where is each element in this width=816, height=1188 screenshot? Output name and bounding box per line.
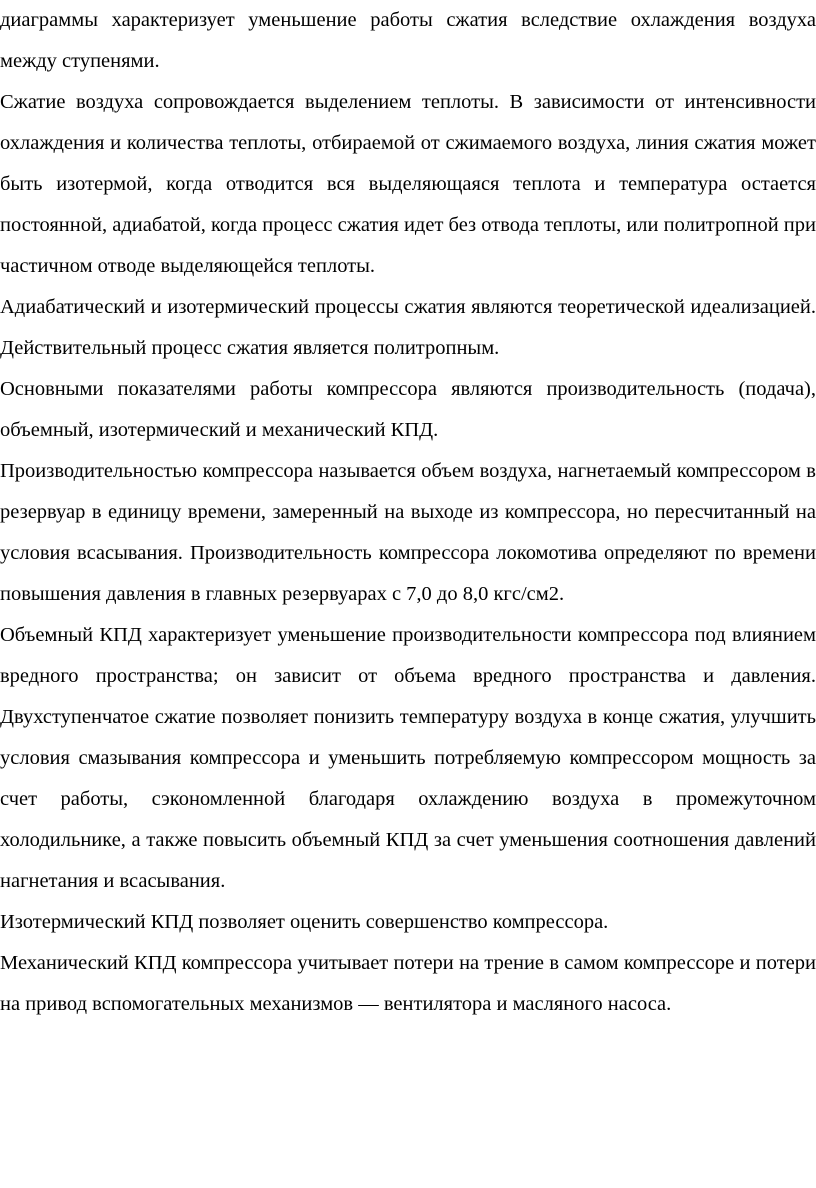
paragraph-performance-indicators: Основными показателями работы компрессора являются производительность (подача), объемный, изотермический и механический КПД. [0,378,816,441]
paragraph-isothermal-efficiency: Изотермический КПД позволяет оценить совершенство компрессора. [0,911,609,933]
paragraph-capacity: Производительностью компрессора называется объем воздуха, нагнетаемый компрессором в резервуар в единицу времени, замеренный на выходе из компрессора, но пересчитанный на условия всасывания. Производительность компрессора локомотива определяют по времени повышения давления в главных резервуарах с 7,0 до 8,0 кгс/см2. [0,460,816,605]
paragraph-continuation: диаграммы характеризует уменьшение работы сжатия вследствие охлаждения воздуха между ступенями. [0,9,816,72]
paragraph-idealization: Адиабатический и изотермический процессы сжатия являются теоретической идеализацией. Действительный процесс сжатия является политропным. [0,296,816,359]
paragraph-heat-release: Сжатие воздуха сопровождается выделением теплоты. В зависимости от интенсивности охлаждения и количества теплоты, отбираемой от сжимаемого воздуха, линия сжатия может быть изотермой, когда отводится вся выделяющаяся теплота и температура остается постоянной, адиабатой, когда процесс сжатия идет без отвода теплоты, или политропной при частичном отводе выделяющейся теплоты. [0,91,816,277]
paragraph-volumetric-efficiency: Объемный КПД характеризует уменьшение производительности компрессора под влиянием вредного пространства; он зависит от объема вредного пространства и давления. Двухступенчатое сжатие позволяет понизить температуру воздуха в конце сжатия, улучшить условия смазывания компрессора и уменьшить потребляемую компрессором мощность за счет работы, сэкономленной благодаря охлаждению воздуха в промежуточном холодильнике, а также повысить объемный КПД за счет уменьшения соотношения давлений нагнетания и всасывания. [0,624,816,892]
paragraph-mechanical-efficiency: Механический КПД компрессора учитывает потери на трение в самом компрессоре и потери на привод вспомогательных механизмов — вентилятора и масляного насоса. [0,952,816,1015]
